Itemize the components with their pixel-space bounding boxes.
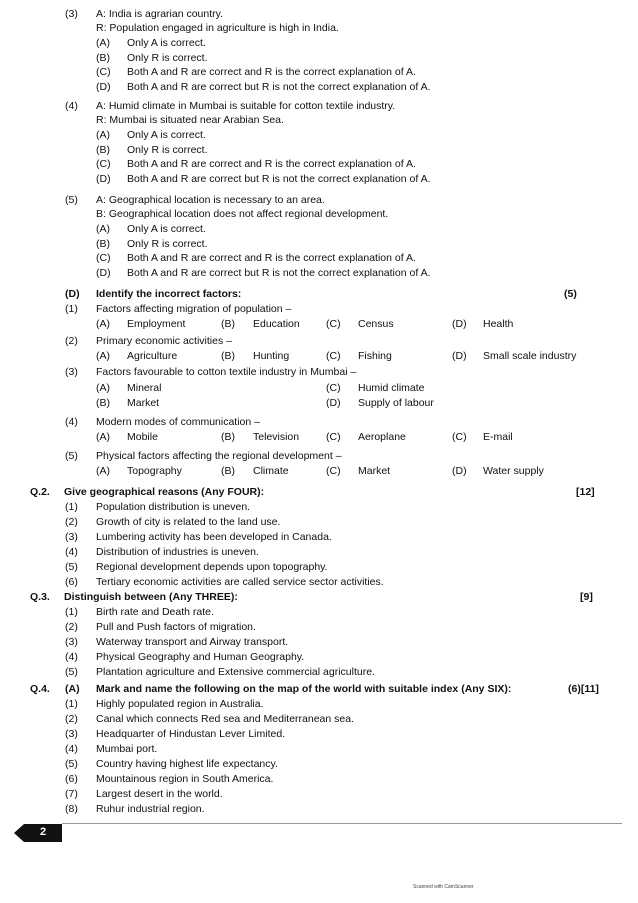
question-marks: [9]	[580, 591, 593, 603]
item-text: Regional development depends upon topography.	[96, 561, 328, 573]
assertion-text: A: Geographical location is necessary to an area.	[96, 194, 325, 206]
item-text: Modern modes of communication –	[96, 416, 260, 428]
item-number: (5)	[65, 758, 78, 770]
item-number: (8)	[65, 803, 78, 815]
question-label: Q.2.	[30, 486, 50, 498]
option-label: (D)	[452, 465, 467, 477]
option-text: Both A and R are correct and R is the correct explanation of A.	[127, 158, 416, 171]
item-text: Mumbai port.	[96, 743, 158, 755]
section-marks: (5)	[564, 288, 577, 300]
question-number: (4)	[65, 100, 78, 112]
option-text: Only A is correct.	[127, 129, 206, 141]
item-text: Population distribution is uneven.	[96, 501, 251, 513]
question-marks: (6)[11]	[568, 683, 599, 695]
option-text: Census	[358, 318, 394, 330]
question-number: (3)	[65, 8, 78, 20]
option-label: (C)	[96, 158, 111, 171]
option-label: (C)	[452, 431, 467, 443]
footer-rule	[62, 823, 622, 824]
item-number: (3)	[65, 531, 78, 543]
item-number: (1)	[65, 606, 78, 618]
item-text: Physical factors affecting the regional development –	[96, 450, 342, 462]
assertion-text: A: India is agrarian country.	[96, 8, 224, 20]
option-text: Agriculture	[127, 350, 178, 362]
option-label: (C)	[326, 318, 341, 330]
question-label: Q.3.	[30, 591, 50, 603]
option-text: Only A is correct.	[127, 223, 206, 235]
option-text: Both A and R are correct and R is the correct explanation of A.	[127, 66, 416, 79]
item-text: Factors favourable to cotton textile industry in Mumbai –	[96, 366, 357, 378]
option-text: E-mail	[483, 431, 513, 443]
item-text: Pull and Push factors of migration.	[96, 621, 256, 633]
item-number: (6)	[65, 773, 78, 785]
item-text: Largest desert in the world.	[96, 788, 223, 800]
item-text: Mountainous region in South America.	[96, 773, 274, 785]
option-label: (B)	[96, 237, 110, 250]
option-text: Aeroplane	[358, 431, 406, 443]
item-number: (4)	[65, 743, 78, 755]
option-text: Only A is correct.	[127, 37, 206, 49]
item-number: (2)	[65, 335, 78, 347]
option-label: (D)	[96, 267, 111, 280]
option-text: Both A and R are correct and R is the correct explanation of A.	[127, 252, 416, 265]
option-text: Supply of labour	[358, 397, 434, 409]
option-text: Market	[127, 397, 160, 409]
option-label: (A)	[96, 382, 110, 394]
page-number-badge	[14, 824, 62, 842]
page-number: 2	[40, 826, 47, 838]
section-title: Identify the incorrect factors:	[96, 288, 242, 300]
item-number: (2)	[65, 516, 78, 528]
option-label: (B)	[221, 350, 235, 362]
question-number: (5)	[65, 194, 78, 206]
question-title: Mark and name the following on the map of the world with suitable index (Any SIX):	[96, 683, 512, 695]
option-text: Fishing	[358, 350, 392, 362]
item-text: Birth rate and Death rate.	[96, 606, 214, 618]
item-text: Headquarter of Hindustan Lever Limited.	[96, 728, 286, 740]
item-number: (6)	[65, 576, 78, 588]
option-label: (D)	[96, 81, 111, 94]
option-text: Health	[483, 318, 514, 330]
item-text: Highly populated region in Australia.	[96, 698, 264, 710]
option-label: (C)	[96, 252, 111, 265]
option-label: (B)	[96, 51, 110, 64]
scanner-watermark: Scanned with CamScanner	[413, 884, 474, 890]
option-label: (D)	[326, 397, 341, 409]
option-text: Small scale industry	[483, 350, 577, 362]
item-number: (3)	[65, 636, 78, 648]
assertion-text: A: Humid climate in Mumbai is suitable for cotton textile industry.	[96, 100, 396, 112]
item-text: Tertiary economic activities are called service sector activities.	[96, 576, 384, 588]
option-text: Humid climate	[358, 382, 425, 394]
option-text: Only R is correct.	[127, 143, 208, 156]
option-label: (D)	[96, 173, 111, 186]
option-label: (A)	[96, 465, 110, 477]
item-text: Growth of city is related to the land use.	[96, 516, 281, 528]
item-text: Waterway transport and Airway transport.	[96, 636, 289, 648]
option-text: Both A and R are correct but R is not the correct explanation of A.	[127, 81, 431, 94]
option-label: (A)	[96, 431, 110, 443]
item-number: (2)	[65, 621, 78, 633]
option-text: Climate	[253, 465, 289, 477]
item-number: (4)	[65, 416, 78, 428]
reason-text: B: Geographical location does not affect regional development.	[96, 208, 389, 220]
item-text: Country having highest life expectancy.	[96, 758, 278, 770]
item-text: Canal which connects Red sea and Mediterranean sea.	[96, 713, 354, 725]
item-number: (5)	[65, 561, 78, 573]
option-label: (C)	[326, 382, 341, 394]
reason-text: R: Mumbai is situated near Arabian Sea.	[96, 114, 284, 126]
option-text: Water supply	[483, 465, 544, 477]
item-text: Primary economic activities –	[96, 335, 232, 347]
item-number: (1)	[65, 698, 78, 710]
item-number: (3)	[65, 728, 78, 740]
option-label: (B)	[221, 431, 235, 443]
option-text: Both A and R are correct but R is not the correct explanation of A.	[127, 267, 431, 280]
option-label: (B)	[221, 318, 235, 330]
item-number: (5)	[65, 450, 78, 462]
option-text: Hunting	[253, 350, 290, 362]
option-label: (C)	[326, 431, 341, 443]
option-label: (B)	[96, 143, 110, 156]
option-text: Education	[253, 318, 300, 330]
option-text: Only R is correct.	[127, 237, 208, 250]
item-number: (3)	[65, 366, 78, 378]
option-label: (B)	[221, 465, 235, 477]
option-label: (D)	[452, 318, 467, 330]
item-text: Lumbering activity has been developed in Canada.	[96, 531, 332, 543]
option-label: (A)	[96, 129, 110, 141]
option-text: Only R is correct.	[127, 51, 208, 64]
item-text: Plantation agriculture and Extensive commercial agriculture.	[96, 666, 375, 678]
option-label: (C)	[326, 350, 341, 362]
item-number: (4)	[65, 546, 78, 558]
item-number: (2)	[65, 713, 78, 725]
item-number: (7)	[65, 788, 78, 800]
item-number: (5)	[65, 666, 78, 678]
question-title: Distinguish between (Any THREE):	[64, 591, 238, 603]
option-label: (D)	[452, 350, 467, 362]
item-number: (1)	[65, 501, 78, 513]
option-text: Television	[253, 431, 300, 443]
section-label: (D)	[65, 288, 80, 300]
option-text: Topography	[127, 465, 182, 477]
option-label: (A)	[96, 223, 110, 235]
item-number: (4)	[65, 651, 78, 663]
option-text: Mineral	[127, 382, 162, 394]
option-text: Market	[358, 465, 391, 477]
option-text: Employment	[127, 318, 186, 330]
option-label: (C)	[326, 465, 341, 477]
option-label: (A)	[96, 350, 110, 362]
question-title: Give geographical reasons (Any FOUR):	[64, 486, 265, 498]
item-text: Physical Geography and Human Geography.	[96, 651, 305, 663]
question-label: Q.4.	[30, 683, 50, 695]
option-label: (C)	[96, 66, 111, 79]
option-label: (B)	[96, 397, 110, 409]
item-text: Ruhur industrial region.	[96, 803, 205, 815]
option-label: (A)	[96, 318, 110, 330]
option-text: Both A and R are correct but R is not the correct explanation of A.	[127, 173, 431, 186]
option-text: Mobile	[127, 431, 158, 443]
question-sub-label: (A)	[65, 683, 80, 695]
question-marks: [12]	[576, 486, 595, 498]
item-number: (1)	[65, 303, 78, 315]
item-text: Distribution of industries is uneven.	[96, 546, 259, 558]
reason-text: R: Population engaged in agriculture is high in India.	[96, 22, 339, 34]
option-label: (A)	[96, 37, 110, 49]
item-text: Factors affecting migration of population –	[96, 303, 292, 315]
